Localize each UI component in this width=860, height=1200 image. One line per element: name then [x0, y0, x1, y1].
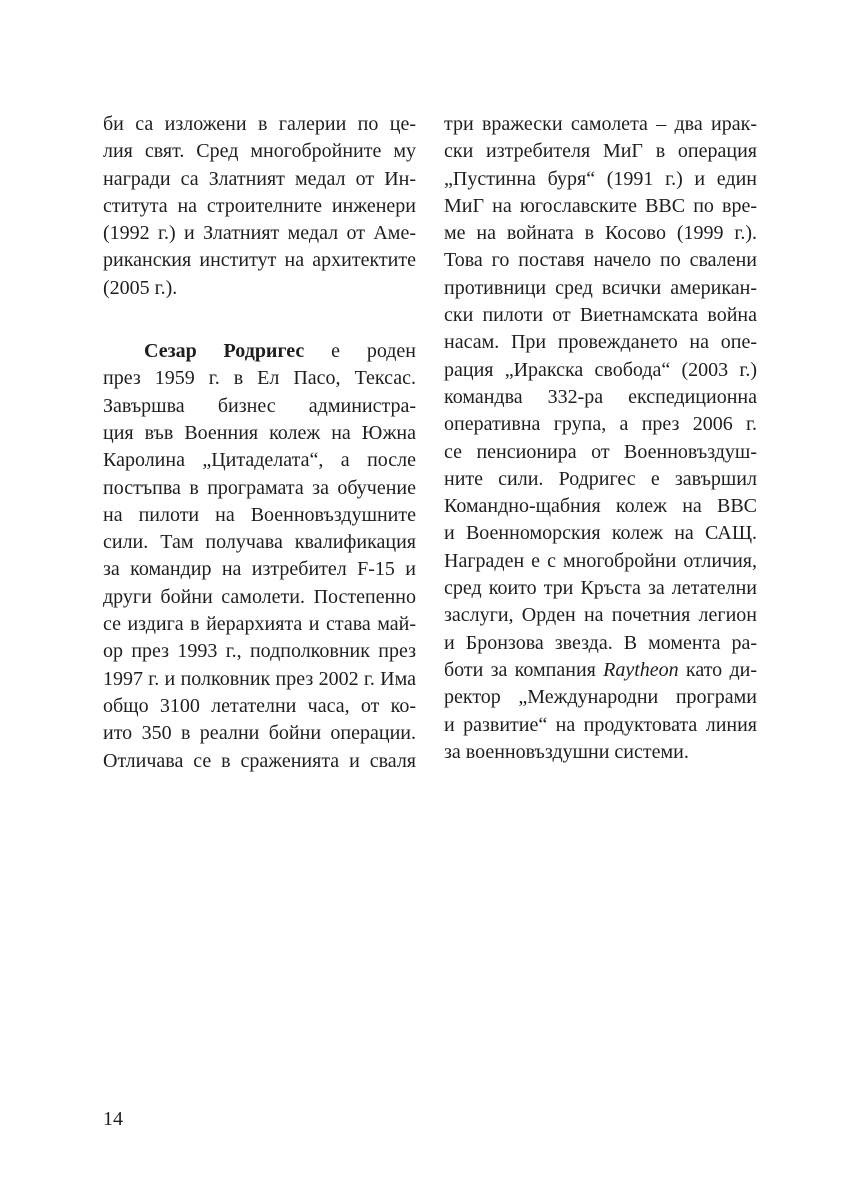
text-line-content: насам. При провеждането на опе-	[444, 331, 757, 354]
text-line-content: ция във Военния колеж на Южна	[103, 421, 416, 444]
text-line	[103, 275, 416, 302]
text-line-content: Каролина „Цитаделата“, а после	[103, 449, 416, 472]
text-line	[103, 748, 416, 775]
text-line	[444, 739, 757, 766]
text-line	[444, 193, 757, 220]
text-line	[103, 720, 416, 747]
text-line	[444, 166, 757, 193]
text-line	[444, 247, 757, 274]
text-line-content: рация „Иракска свобода“ (2003 г.)	[444, 358, 757, 381]
text-line	[444, 466, 757, 493]
left-column	[103, 111, 416, 775]
text-line-content: ректор „Международни програми	[444, 686, 757, 709]
text-line	[103, 611, 416, 638]
text-line-content: на пилоти на Военновъздушните	[103, 503, 416, 526]
text-line-content: риканския институт на архитектите	[103, 249, 416, 272]
text-line	[444, 384, 757, 411]
text-line-content: противници сред всички американ-	[444, 276, 757, 299]
text-line-content: Командно-щабния колеж на ВВС	[444, 495, 757, 518]
text-line	[103, 166, 416, 193]
text-line-content: се издига в йерархията и става май-	[103, 613, 416, 636]
text-line	[103, 584, 416, 611]
text-line	[103, 138, 416, 165]
text-line	[444, 630, 757, 657]
text-line	[444, 220, 757, 247]
text-line	[444, 357, 757, 384]
text-line-content: ски пилоти от Виетнамската война	[444, 304, 757, 327]
text-line-content: други бойни самолети. Постепенно	[103, 585, 416, 608]
text-line	[103, 529, 416, 556]
text-line-content: сили. Там получава квалификация	[103, 531, 416, 554]
paragraph	[103, 338, 416, 775]
text-line-content: командва 332-ра експедиционна	[444, 385, 757, 408]
text-line	[444, 439, 757, 466]
text-line	[103, 502, 416, 529]
text-line	[444, 657, 757, 684]
text-line	[103, 638, 416, 665]
text-line-content: „Пустинна буря“ (1991 г.) и един	[444, 167, 757, 190]
text-line-content: Завършва бизнес администра-	[103, 394, 416, 417]
text-line-content: Награден е с многобройни отличия,	[444, 549, 757, 572]
text-line	[444, 493, 757, 520]
text-line-content: се пенсионира от Военновъздуш-	[444, 440, 757, 463]
text-line	[444, 520, 757, 547]
text-line-content: 1997 г. и полковник през 2002 г. Има	[103, 667, 416, 690]
right-column	[444, 111, 757, 766]
paragraph	[103, 111, 416, 302]
paragraph	[444, 111, 757, 766]
text-line-content: (1992 г.) и Златният медал от Аме-	[103, 222, 416, 245]
text-line	[444, 575, 757, 602]
text-line-content: общо 3100 летателни часа, от ко-	[103, 694, 416, 717]
text-line	[103, 393, 416, 420]
text-line	[103, 556, 416, 583]
text-line-content: награди са Златният медал от Ин-	[103, 167, 416, 190]
text-line-content: ито 350 в реални бойни операции.	[103, 722, 416, 745]
text-line-content: ски изтребителя МиГ в операция	[444, 140, 757, 163]
text-line	[103, 247, 416, 274]
text-line	[444, 275, 757, 302]
text-line-content: за командир на изтребител F-15 и	[103, 558, 416, 581]
text-line	[103, 193, 416, 220]
text-line-content: Отличава се в сраженията и сваля	[103, 749, 416, 772]
text-line	[444, 138, 757, 165]
text-line-content: лия свят. Сред многобройните му	[103, 140, 416, 163]
text-line-content: Това го поставя начело по свалени	[444, 249, 757, 272]
text-line-content: три вражески самолета – два ирак-	[444, 113, 757, 135]
text-line-content: ор през 1993 г., подполковник през	[103, 640, 416, 663]
text-line	[444, 712, 757, 739]
text-line	[444, 684, 757, 711]
text-line	[103, 220, 416, 247]
text-line-content: (2005 г.).	[103, 276, 178, 299]
text-line-content: постъпва в програмата за обучение	[103, 476, 416, 499]
text-line	[444, 411, 757, 438]
text-line-content: би са изложени в галерии по це-	[103, 113, 416, 135]
text-line	[444, 111, 757, 138]
text-line	[444, 602, 757, 629]
text-line	[103, 447, 416, 474]
text-line-content: Сезар Родригес е роден	[144, 340, 416, 363]
text-line	[103, 666, 416, 693]
text-line	[444, 329, 757, 356]
text-line-content: сред които три Кръста за летателни	[444, 577, 757, 600]
text-line	[103, 338, 416, 365]
text-line	[103, 111, 416, 138]
text-line-content: ститута на строителните инженери	[103, 194, 416, 217]
text-line	[103, 693, 416, 720]
text-line-content: боти за компания Raytheon като ди-	[444, 658, 757, 681]
text-line	[103, 420, 416, 447]
text-line-content: ме на войната в Косово (1999 г.).	[444, 222, 757, 245]
text-line-content: ните сили. Родригес е завършил	[444, 467, 757, 490]
text-line	[444, 302, 757, 329]
text-line	[444, 548, 757, 575]
text-line-content: и развитие“ на продуктовата линия	[444, 713, 757, 736]
text-line-content: и Военноморския колеж на САЩ.	[444, 522, 757, 545]
text-line-content: заслуги, Орден на почетния легион	[444, 604, 757, 627]
text-line-content: оперативна група, а през 2006 г.	[444, 413, 757, 436]
text-line-content: и Бронзова звезда. В момента ра-	[444, 631, 757, 654]
page-number: 14	[103, 1108, 123, 1130]
text-line	[103, 475, 416, 502]
text-line-content: през 1959 г. в Ел Пасо, Тексас.	[103, 367, 416, 390]
text-line-content: МиГ на югославските ВВС по вре-	[444, 194, 757, 217]
text-line-content: за военновъздушни системи.	[444, 740, 689, 763]
text-line	[103, 365, 416, 392]
